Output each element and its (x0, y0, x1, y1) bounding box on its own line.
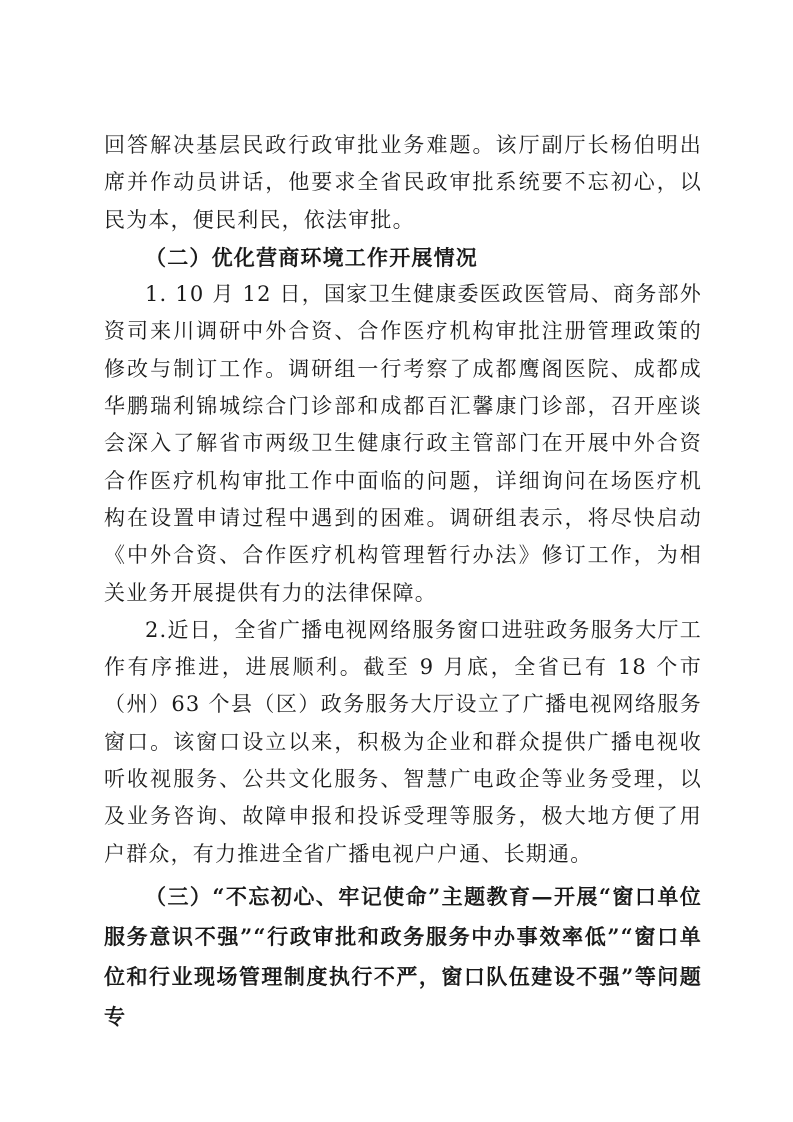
document-body (104, 127, 702, 1037)
paragraph-2: 2.近日，全省广播电视网络服务窗口进驻政务服务大厅工作有序推进，进展顺利。截至 9 月底，全省已有 18 个市（州）63 个县（区）政务服务大厅设立了广播电视网络服务窗口。该窗口设立以来，积极为企业和群众提供广播电视收听收视服务、公共文化服务、智慧广电政企等业务受理，以及业务咨询、故障申报和投诉受理等服务，极大地方便了用户群众，有力推进全省广播电视户户通、长期通。 (104, 617, 702, 866)
section-heading-3: （三）“不忘初心、牢记使命”主题教育—开展“窗口单位服务意识不强”“行政审批和政务服务中办事效率低”“窗口单位和行业现场管理制度执行不严，窗口队伍建设不强”等问题专 (104, 883, 702, 1029)
paragraph-1: 1. 10 月 12 日，国家卫生健康委医政医管局、商务部外资司来川调研中外合资、合作医疗机构审批注册管理政策的修改与制订工作。调研组一行考察了成都鹰阁医院、成都成华鹏瑞利锦城综合门诊部和成都百汇馨康门诊部，召开座谈会深入了解省市两级卫生健康行政主管部门在开展中外合资合作医疗机构审批工作中面临的问题，详细询问在场医疗机构在设置申请过程中遇到的困难。调研组表示，将尽快启动《中外合资、合作医疗机构管理暂行办法》修订工作，为相关业务开展提供有力的法律保障。 (104, 282, 702, 605)
section-heading-3-block (104, 877, 702, 1037)
paragraph-intro: 回答解决基层民政行政审批业务难题。该厅副厅长杨伯明出席并作动员讲话，他要求全省民政审批系统要不忘初心，以民为本，便民利民，依法审批。 (104, 133, 702, 232)
section-heading-2: （二）优化营商环境工作开展情况 (145, 244, 478, 270)
